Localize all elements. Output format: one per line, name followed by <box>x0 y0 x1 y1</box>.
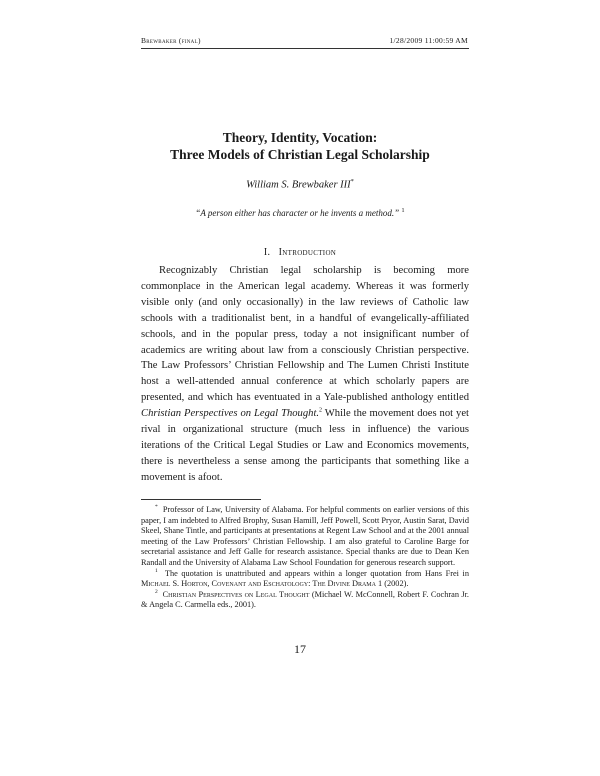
footnotes <box>141 505 469 611</box>
footnote-star-mark: * <box>155 504 158 511</box>
book-title: Christian Perspectives on Legal Thought. <box>141 408 320 420</box>
section-title: Introduction <box>278 247 337 258</box>
footnote-1-citation: Michael S. Horton, Covenant and Eschatology: The Divine Drama <box>141 579 376 589</box>
epigraph-footnote-mark: 1 <box>401 207 405 214</box>
footnote-1 <box>141 569 469 590</box>
title-line-1: Theory, Identity, Vocation: <box>222 130 378 145</box>
footnote-2-mark: 2 <box>155 588 158 595</box>
footnote-2-text: (Michael W. McConnell, Robert F. Cochran Jr. & Angela C. Carmella eds., 2001). <box>141 589 469 610</box>
footnote-star-text: Professor of Law, University of Alabama. For helpful comments on earlier versions of this paper, I am indebted to Alfred Brophy, Susan Hamill, Jeff Powell, Scott Pryor, Austin Sarat, David Skeel, Shane Tintle, and participants at presentations at Regent Law School and at the 2001 annual meeting of the Law Professors’ Christian Fellowship. I am also grateful to Caroline Barge for secretarial assistance and Jeff Galle for research assistance. Special thanks are due to Dean Ken Randall and the University of Alabama Law School Foundation for generous research support. <box>141 505 469 567</box>
title-line-2: Three Models of Christian Legal Scholarship <box>170 147 430 162</box>
epigraph-text: “A person either has character or he invents a method.” <box>195 208 400 218</box>
footnote-2 <box>141 590 469 611</box>
author-byline <box>0 178 600 191</box>
footnote-star <box>141 505 469 569</box>
running-header-left: Brewbaker (final) <box>141 36 201 45</box>
body-text-part-1: Recognizably Christian legal scholarship is becoming more commonplace in the American legal academy. Whereas it was formerly visible only (and only occasionally) in the law reviews of Catholic law schools with a traditionalist bent, in a handful of evangelically-affiliated schools, and in the popular press, today a not insignificant number of academics are writing about law from a consciously Christian perspective. The Law Professors’ Christian Fellowship and The Lumen Christi Institute host a well-attended annual conference at which scholarly papers are presented, and which has eventuated in a Yale-published anthology entitled <box>141 265 469 404</box>
footnote-1-text: The quotation is unattributed and appears within a longer quotation from Hans Frei in <box>164 568 469 578</box>
epigraph <box>0 207 600 218</box>
footnote-ref-2: 2 <box>319 407 323 414</box>
footnote-1-mark: 1 <box>155 567 158 574</box>
footnote-2-citation: Christian Perspectives on Legal Thought <box>162 589 310 599</box>
author-footnote-mark: * <box>350 178 354 185</box>
footnote-separator <box>141 499 261 500</box>
author-name: William S. Brewbaker III <box>246 179 351 191</box>
running-header-timestamp: 1/28/2009 11:00:59 AM <box>389 36 468 45</box>
body-paragraph <box>141 263 469 486</box>
page-number: 17 <box>294 642 306 656</box>
section-number: I. <box>263 247 271 258</box>
section-heading <box>0 247 600 258</box>
body-text-part-2: While the movement does not yet rival in organizational structure (much less in influence) the various iterations of the Critical Legal Studies or Law and Economics movements, there is nevertheless a sense among the participants that something like a movement is afoot. <box>141 408 469 483</box>
footnote-1-pincite: 1 (2002). <box>375 579 409 589</box>
header-rule <box>141 48 469 49</box>
